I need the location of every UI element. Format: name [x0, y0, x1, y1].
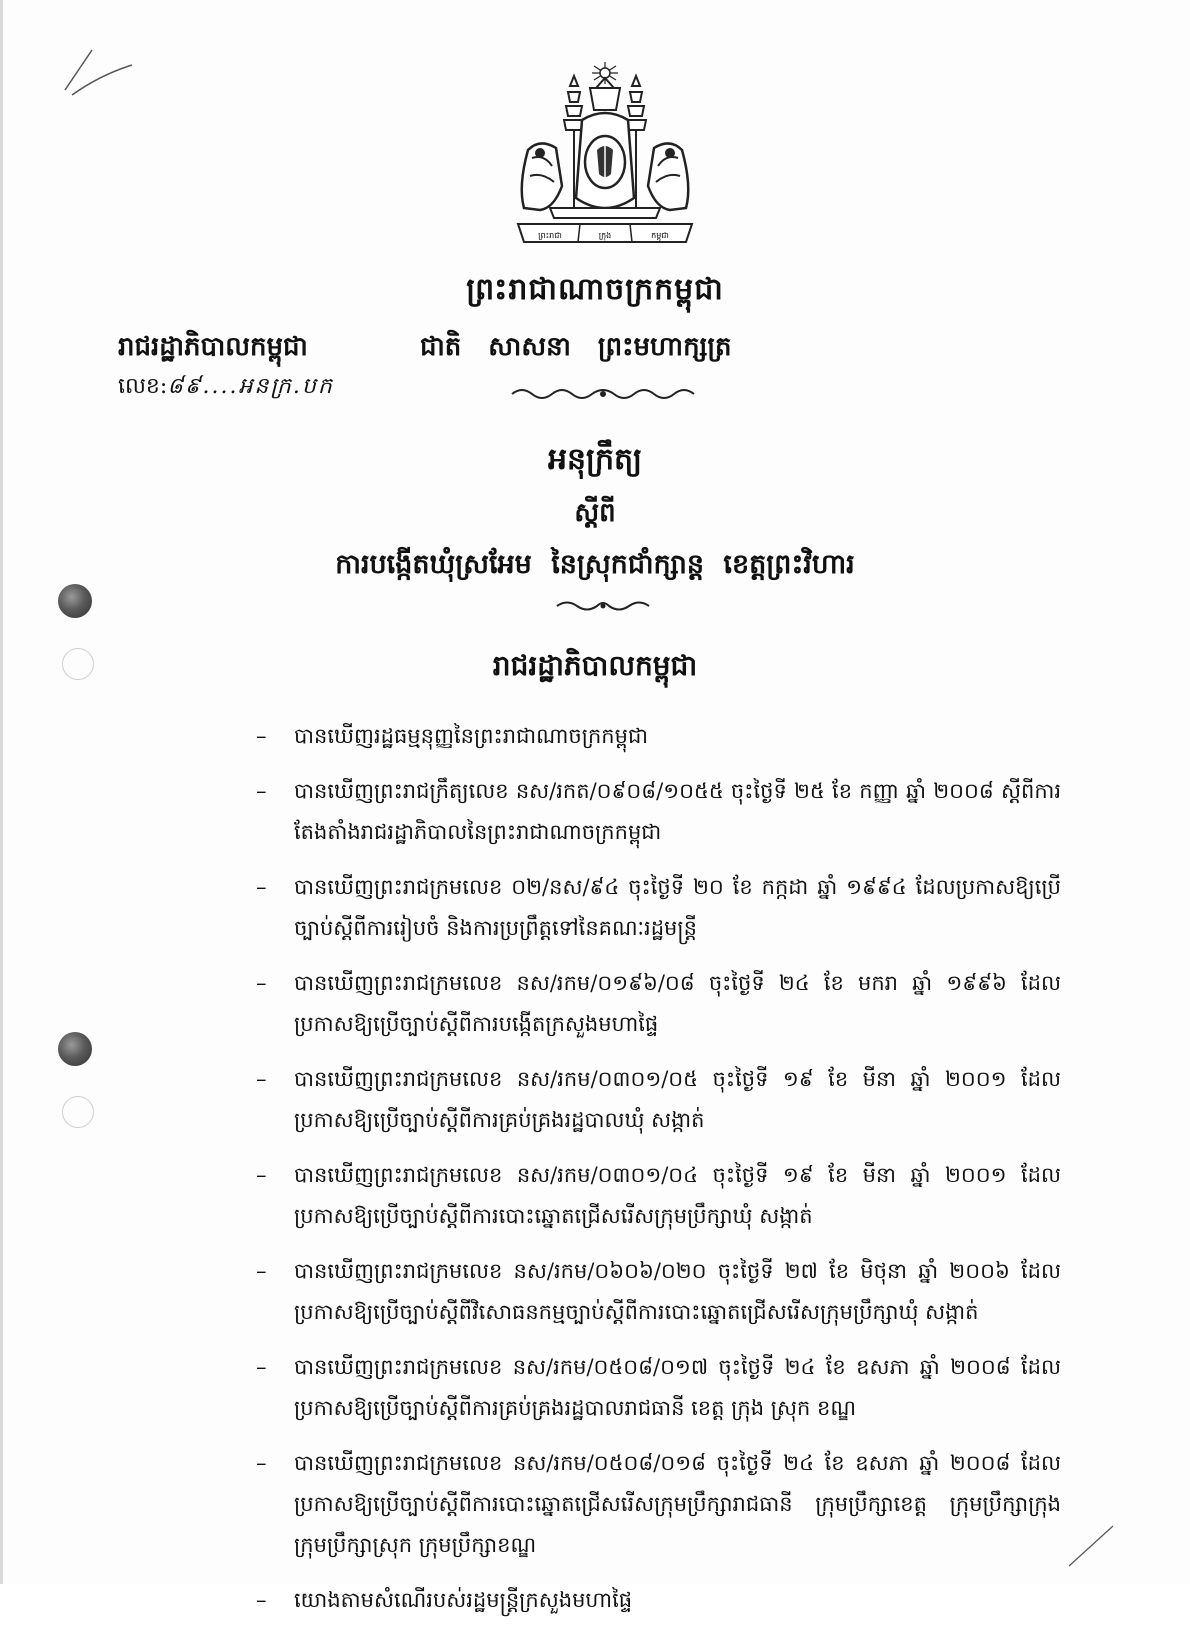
dash-bullet: –: [256, 1588, 267, 1612]
pen-stroke-mark: [1065, 1520, 1125, 1570]
dash-bullet: –: [256, 875, 267, 899]
recital-item: [256, 1443, 1061, 1566]
about-label: ស្តីពី: [574, 498, 616, 528]
national-motto: ជាតិ សាសនា ព្រះមហាក្សត្រ: [420, 332, 732, 362]
dash-bullet: –: [256, 779, 267, 803]
recital-text: បានឃើញព្រះរាជក្រមលេខ នស/រកម/០៣០១/០៥ ចុះថ្ងៃទី ១៩ ខែ មីនា ឆ្នាំ ២០០១ ដែលប្រកាសឱ្យប្រើច្បាប់ស្តីពីការគ្រប់គ្រងរដ្ឋបាលឃុំ សង្កាត់: [294, 1067, 1061, 1132]
punch-hole: [58, 1032, 92, 1066]
recital-item: [256, 1347, 1061, 1429]
ornament-divider-icon: [508, 384, 698, 404]
dash-bullet: –: [256, 1451, 267, 1475]
emblem-banner-text: ក្រុង: [598, 231, 612, 240]
recital-item: [256, 1580, 1061, 1621]
recital-item: [256, 716, 1061, 757]
kingdom-heading: ព្រះរាជាណាចក្រកម្ពុជា: [466, 272, 724, 307]
issuer-heading: រាជរដ្ឋាភិបាលកម្ពុជា: [492, 649, 698, 682]
royal-emblem-icon: [510, 58, 700, 248]
reference-label: លេខ:: [118, 374, 168, 399]
dash-bullet: –: [256, 1355, 267, 1379]
recital-text: យោងតាមសំណើរបស់រដ្ឋមន្ត្រីក្រសួងមហាផ្ទៃ: [294, 1588, 633, 1612]
document-type: អនុក្រឹត្យ: [547, 442, 643, 477]
recital-text: បានឃើញព្រះរាជក្រមលេខ ០២/នស/៩៤ ចុះថ្ងៃទី ២០ ខែ កក្កដា ឆ្នាំ ១៩៩៤ ដែលប្រកាសឱ្យប្រើច្បាប់ស្តីពីការរៀបចំ និងការប្រព្រឹត្តទៅនៃគណៈរដ្ឋមន្ត្រី: [294, 875, 1061, 940]
emblem-banner-text: ព្រះរាជា: [538, 231, 562, 240]
recital-item: [256, 1155, 1061, 1237]
dash-bullet: –: [256, 724, 267, 748]
recital-item: [256, 771, 1061, 853]
scan-edge: [0, 0, 3, 1584]
document-subject: ការបង្កើតឃុំស្រអែម នៃស្រុកជាំក្សាន្ត ខេត្តព្រះវិហារ: [335, 549, 855, 580]
ornament-divider-icon: [553, 598, 653, 614]
recital-text: បានឃើញព្រះរាជក្រឹត្យលេខ នស/រកត/០៩០៨/១០៥៥ ចុះថ្ងៃទី ២៥ ខែ កញ្ញា ឆ្នាំ ២០០៨ ស្តីពីការតែងតាំងរាជរដ្ឋាភិបាលនៃព្រះរាជាណាចក្រកម្ពុជា: [294, 779, 1061, 844]
punch-hole-shadow: [62, 1096, 94, 1128]
recital-item: [256, 1059, 1061, 1141]
dash-bullet: –: [256, 1163, 267, 1187]
reference-value: ៨៩....អនក្រ.បក: [167, 374, 334, 399]
recital-item: [256, 1251, 1061, 1333]
dash-bullet: –: [256, 1067, 267, 1091]
recital-text: បានឃើញរដ្ឋធម្មនុញ្ញនៃព្រះរាជាណាចក្រកម្ពុជា: [294, 724, 648, 748]
recital-text: បានឃើញព្រះរាជក្រមលេខ នស/រកម/០៥០៨/០១៧ ចុះថ្ងៃទី ២៤ ខែ ឧសភា ឆ្នាំ ២០០៨ ដែលប្រកាសឱ្យប្រើច្បាប់ស្តីពីការគ្រប់គ្រងរដ្ឋបាលរាជធានី ខេត្ត ក្រុង ស្រុក ខណ្ឌ: [294, 1355, 1061, 1420]
dash-bullet: –: [256, 1259, 267, 1283]
punch-hole: [58, 584, 92, 618]
recital-text: បានឃើញព្រះរាជក្រមលេខ នស/រកម/០៣០១/០៤ ចុះថ្ងៃទី ១៩ ខែ មីនា ឆ្នាំ ២០០១ ដែលប្រកាសឱ្យប្រើច្បាប់ស្តីពីការបោះឆ្នោតជ្រើសរើសក្រុមប្រឹក្សាឃុំ សង្កាត់: [294, 1163, 1061, 1228]
recital-text: បានឃើញព្រះរាជក្រមលេខ នស/រកម/០១៩៦/០៨ ចុះថ្ងៃទី ២៤ ខែ មករា ឆ្នាំ ១៩៩៦ ដែលប្រកាសឱ្យប្រើច្បាប់ស្តីពីការបង្កើតក្រសួងមហាផ្ទៃ: [294, 971, 1061, 1036]
emblem-banner-text: កម្ពុជា: [651, 231, 669, 240]
recital-text: បានឃើញព្រះរាជក្រមលេខ នស/រកម/០៦០៦/០២០ ចុះថ្ងៃទី ២៧ ខែ មិថុនា ឆ្នាំ ២០០៦ ដែលប្រកាសឱ្យប្រើច្បាប់ស្តីពីវិសោធនកម្មច្បាប់ស្តីពីការបោះឆ្នោតជ្រើសរើសក្រុមប្រឹក្សាឃុំ សង្កាត់: [294, 1259, 1061, 1324]
reference-number: [118, 372, 334, 404]
recital-list: [256, 716, 1061, 1635]
issuing-authority: រាជរដ្ឋាភិបាលកម្ពុជា: [118, 332, 308, 362]
recital-item: [256, 963, 1061, 1045]
handwritten-mark: [60, 45, 150, 105]
dash-bullet: –: [256, 971, 267, 995]
recital-text: បានឃើញព្រះរាជក្រមលេខ នស/រកម/០៥០៨/០១៨ ចុះថ្ងៃទី ២៤ ខែ ឧសភា ឆ្នាំ ២០០៨ ដែលប្រកាសឱ្យប្រើច្បាប់ស្តីពីការបោះឆ្នោតជ្រើសរើសក្រុមប្រឹក្សារាជធានី ក្រុមប្រឹក្សាខេត្ត ក្រុមប្រឹក្សាក្រុង ក្រុមប្រឹក្សាស្រុក ក្រុមប្រឹក្សាខណ្ឌ: [294, 1451, 1061, 1557]
recital-item: [256, 867, 1061, 949]
